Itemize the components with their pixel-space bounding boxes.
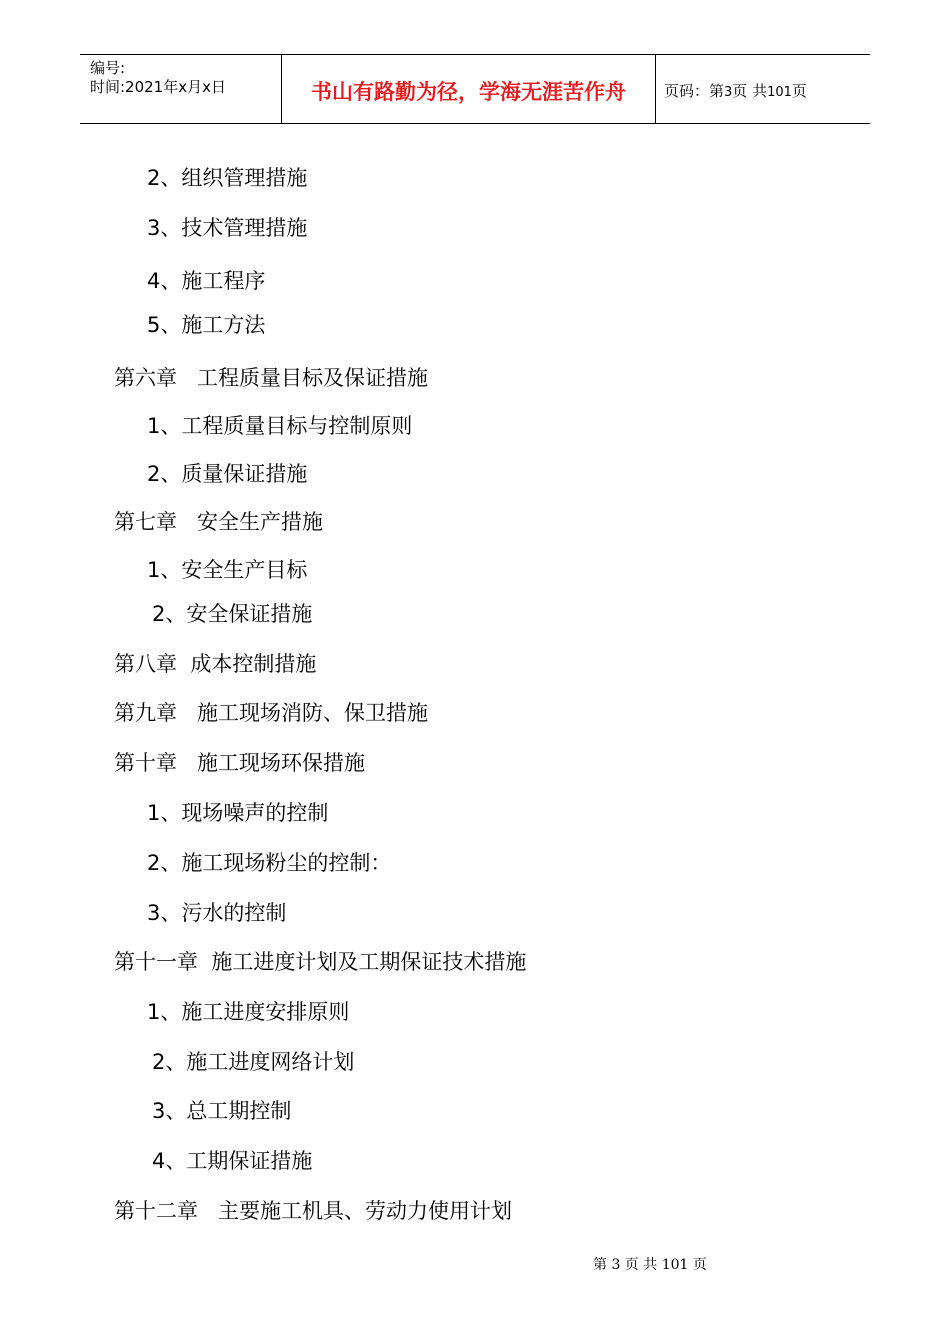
toc-item: 3、污水的控制 <box>147 901 287 925</box>
header-meta-cell <box>80 55 282 123</box>
page-current: 3 <box>724 85 733 100</box>
header-motto-cell <box>282 55 656 123</box>
toc-item: 1、施工进度安排原则 <box>147 1000 350 1024</box>
toc-chapter: 第九章 施工现场消防、保卫措施 <box>114 701 429 725</box>
toc-item: 1、工程质量目标与控制原则 <box>147 414 413 438</box>
page-suffix: 页 <box>791 82 807 100</box>
document-date-label: 时间:2021年x月x日 <box>90 78 226 96</box>
header-page-cell <box>656 55 870 123</box>
toc-item: 2、质量保证措施 <box>147 462 308 486</box>
toc-chapter: 第十章 施工现场环保措施 <box>114 751 366 775</box>
toc-chapter: 第七章 安全生产措施 <box>114 510 324 534</box>
toc-item: 2、组织管理措施 <box>147 166 308 190</box>
page-total: 101 <box>767 85 792 100</box>
toc-item: 5、施工方法 <box>147 313 266 337</box>
toc-item: 4、工期保证措施 <box>152 1149 313 1173</box>
document-number-label: 编号: <box>90 59 126 77</box>
toc-chapter: 第十一章 施工进度计划及工期保证技术措施 <box>114 950 527 974</box>
toc-item: 3、技术管理措施 <box>147 216 308 240</box>
toc-item: 2、安全保证措施 <box>152 602 313 626</box>
toc-item: 3、总工期控制 <box>152 1099 292 1123</box>
toc-item: 4、施工程序 <box>147 269 266 293</box>
toc-item: 2、施工进度网络计划 <box>152 1050 355 1074</box>
header-motto: 书山有路勤为径，学海无涯苦作舟 <box>311 80 626 104</box>
header-page-info <box>664 80 807 101</box>
page-footer: 第 3 页 共 101 页 <box>593 1257 707 1273</box>
toc-chapter: 第八章 成本控制措施 <box>114 652 317 676</box>
page-prefix: 页码：第 <box>664 82 725 100</box>
document-header <box>80 54 870 124</box>
toc-item: 1、安全生产目标 <box>147 558 308 582</box>
toc-chapter: 第十二章 主要施工机具、劳动力使用计划 <box>114 1199 513 1223</box>
toc-item: 1、现场噪声的控制 <box>147 801 329 825</box>
toc-chapter: 第六章 工程质量目标及保证措施 <box>114 366 429 390</box>
page-mid: 页 共 <box>732 82 768 100</box>
toc-item: 2、施工现场粉尘的控制： <box>147 851 392 875</box>
